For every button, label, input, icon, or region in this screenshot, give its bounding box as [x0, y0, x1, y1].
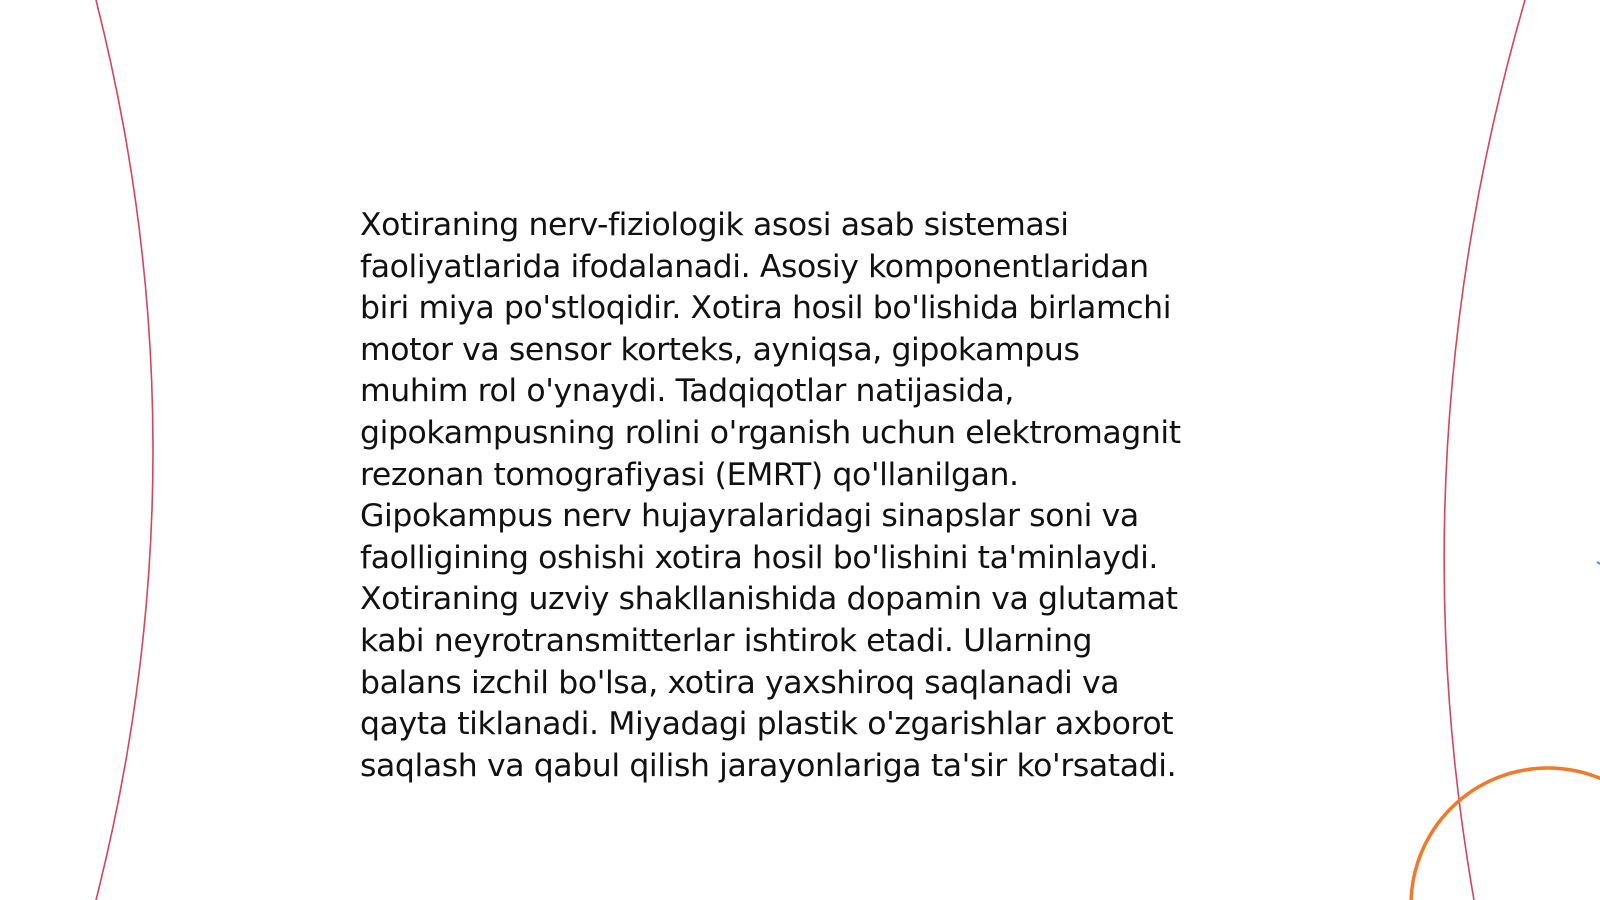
- paragraph-line: rezonan tomografiyasi (EMRT) qo'llanilgan.: [360, 456, 1019, 493]
- paragraph-line: kabi neyrotransmitterlar ishtirok etadi. Ularning: [360, 622, 1093, 659]
- paragraph-line: motor va sensor korteks, ayniqsa, gipokampus: [360, 331, 1080, 368]
- paragraph-line: Gipokampus nerv hujayralaridagi sinapslar soni va: [360, 498, 1139, 535]
- paragraph-line: Xotiraning uzviy shakllanishida dopamin va glutamat: [360, 581, 1178, 618]
- paragraph-line: muhim rol o'ynaydi. Tadqiqotlar natijasida,: [360, 373, 1015, 410]
- paragraph-line: Xotiraning nerv-fiziologik asosi asab sistemasi: [360, 207, 1069, 243]
- paragraph-line: qayta tiklanadi. Miyadagi plastik o'zgarishlar axborot: [360, 706, 1174, 743]
- paragraph-line: faolligining oshishi xotira hosil bo'lishini ta'minlaydi.: [360, 539, 1159, 576]
- paragraph-line: gipokampusning rolini o'rganish uchun elektromagnit: [360, 414, 1181, 451]
- paragraph-line: biri miya po'stloqidir. Xotira hosil bo'lishida birlamchi: [360, 290, 1172, 327]
- paragraph-line: faoliyatlarida ifodalanadi. Asosiy komponentlaridan: [360, 248, 1149, 285]
- corner-circle-decoration: [1411, 768, 1600, 900]
- body-paragraph: [360, 205, 1260, 787]
- right-arc-decoration: [1444, 0, 1525, 900]
- paragraph-line: balans izchil bo'lsa, xotira yaxshiroq saqlanadi va: [360, 664, 1120, 701]
- paragraph-line: saqlash va qabul qilish jarayonlariga ta'sir ko'rsatadi.: [360, 747, 1177, 784]
- left-arc-decoration: [96, 0, 153, 900]
